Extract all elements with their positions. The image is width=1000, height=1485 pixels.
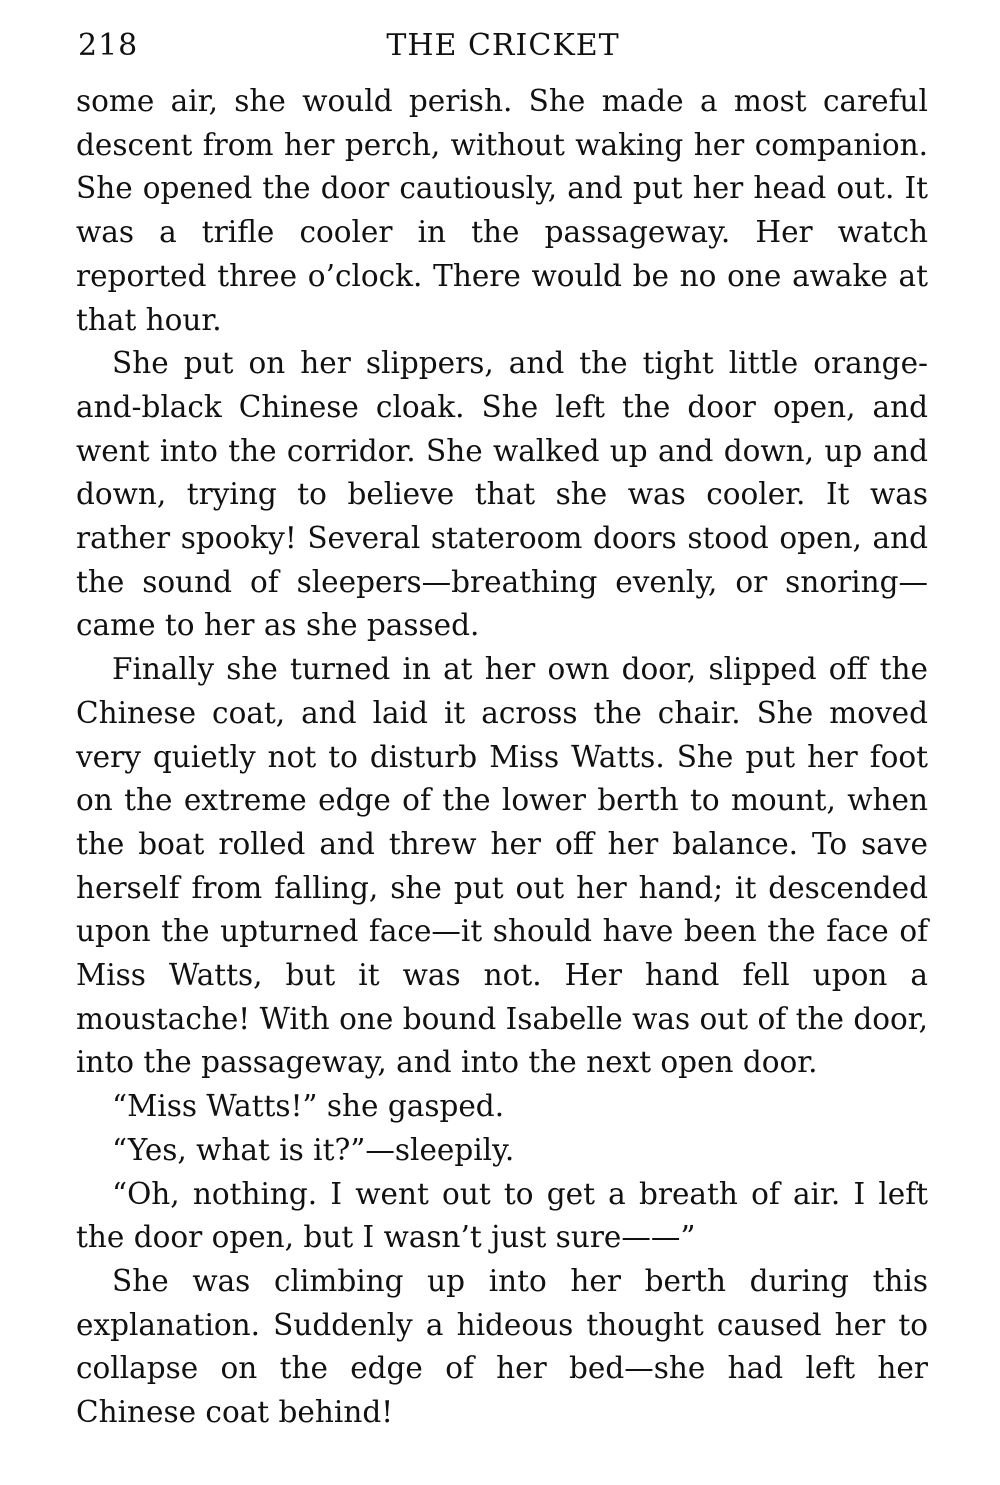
paragraph: “Oh, nothing. I went out to get a breath of air. I left the door open, but I wasn’t just sure——”: [76, 1176, 928, 1255]
paragraph: Finally she turned in at her own door, slipped off the Chinese coat, and laid it across the chair. She moved very quietly not to disturb Miss Watts. She put her foot on the extreme edge of the lower berth to mount, when the boat rolled and threw her off her balance. To save herself from falling, she put out her hand; it descended upon the upturned face—it should have been the face of Miss Watts, but it was not. Her hand fell upon a moustache! With one bound Isabelle was out of the door, into the passageway, and into the next open door.: [76, 652, 928, 1080]
running-title: THE CRICKET: [386, 28, 620, 63]
page-number: 218: [78, 28, 139, 63]
paragraph: “Miss Watts!” she gasped.: [112, 1089, 505, 1124]
paragraph: She was climbing up into her berth during this explanation. Suddenly a hideous thought caused her to collapse on the edge of her bed—she had left her Chinese coat behind!: [76, 1263, 928, 1430]
paragraph: She put on her slippers, and the tight little orange-and-black Chinese cloak. She left the door open, and went into the corridor. She walked up and down, up and down, trying to believe that she was cooler. It was rather spooky! Several stateroom doors stood open, and the sound of sleepers—breathing evenly, or snoring—came to her as she passed.: [76, 346, 928, 643]
page-header: [78, 20, 928, 70]
body-text: [76, 80, 928, 1435]
paragraph: “Yes, what is it?”—sleepily.: [112, 1132, 515, 1167]
paragraph: some air, she would perish. She made a most careful descent from her perch, without waking her companion. She opened the door cautiously, and put her head out. It was a trifle cooler in the passageway. Her watch reported three o’clock. There would be no one awake at that hour.: [76, 84, 928, 337]
